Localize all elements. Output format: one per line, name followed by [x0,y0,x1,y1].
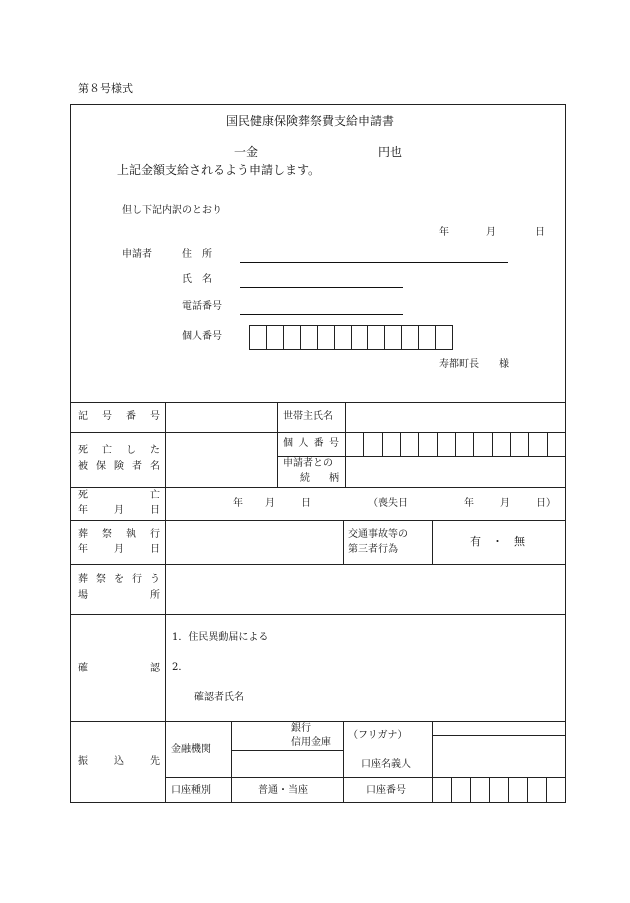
relation-field[interactable] [346,457,565,486]
household-head-field[interactable] [346,403,565,431]
form-title: 国民健康保険葬祭費支給申請書 [226,114,395,128]
digit-box[interactable] [300,326,317,349]
death-label-2 [78,506,160,516]
amount-prefix: 一金 [234,145,259,159]
label-char: 振 [78,756,88,767]
mynumber-label: 個人番号 [182,331,222,342]
third-party-label-2: 第三者行為 [348,544,398,555]
label-char: 号 [150,411,160,422]
request-text: 上記金額支給されるよう申請します。 [117,163,321,177]
label-char: 祭 [102,529,112,540]
digit-box[interactable] [528,432,546,456]
death-year: 年 [233,498,243,509]
digit-box[interactable] [283,326,300,349]
digit-box[interactable] [363,432,381,456]
digit-box[interactable] [455,432,473,456]
label-char: 確 [78,663,88,674]
row-line-2 [70,487,566,488]
row-line-5 [70,614,566,615]
loss-year: 年 [464,498,474,509]
digit-box[interactable] [382,432,400,456]
phone-label: 電話番号 [182,301,222,312]
personal-number-label [283,439,339,449]
account-holder-label: 口座名義人 [361,759,411,770]
label-char: 所 [150,590,160,601]
amount-suffix: 円也 [378,145,403,159]
phone-field[interactable] [240,314,403,315]
label-char: 月 [114,544,124,555]
digit-box[interactable] [508,777,527,803]
relation-label-2 [300,474,339,484]
digit-box[interactable] [249,326,266,349]
label-char: を [114,574,124,585]
account-type-label: 口座種別 [171,785,211,796]
third-party-label-1: 交通事故等の [348,529,408,540]
digit-box[interactable] [345,432,363,456]
confirmer-name-label: 確認者氏名 [194,692,244,703]
name-field[interactable] [240,287,403,288]
label-char: 行 [132,574,142,585]
digit-box[interactable] [418,432,436,456]
place-label-2 [78,591,160,601]
digit-box[interactable] [400,432,418,456]
place-field[interactable] [166,565,565,613]
symbol-number-field[interactable] [166,403,276,431]
digit-box[interactable] [334,326,351,349]
label-char: 人 [298,438,309,449]
label-char: 葬 [78,574,88,585]
label-char: 年 [78,505,88,516]
address-label: 住 所 [182,249,212,260]
mynumber-boxes[interactable] [249,325,453,350]
furigana-label: （フリガナ） [348,730,408,741]
funeral-label-2 [78,545,160,555]
label-char: 月 [114,505,124,516]
label-char: 名 [150,461,160,472]
label-char: 日 [150,505,160,516]
digit-box[interactable] [432,777,451,803]
loss-month: 月 [500,498,510,509]
digit-box[interactable] [401,326,418,349]
digit-box[interactable] [266,326,283,349]
loss-date-prefix: （喪失日 [368,498,408,509]
death-label-1 [78,491,160,501]
household-head-label: 世帯主氏名 [283,411,333,422]
applicant-label: 申請者 [122,249,152,260]
label-char: 日 [150,544,160,555]
digit-box[interactable] [510,432,528,456]
label-char: 被 [78,461,88,472]
label-char: う [150,574,160,585]
transfer-label [78,757,160,767]
label-char: 先 [150,756,160,767]
date-month: 月 [486,227,496,238]
label-char: 柄 [329,473,339,484]
label-char: 行 [150,529,160,540]
row-line-6 [70,721,566,722]
label-char: 死 [78,445,88,456]
label-char: 亡 [102,445,112,456]
label-char: た [150,445,160,456]
digit-box[interactable] [317,326,334,349]
bank-label: 金融機関 [171,744,211,755]
third-party-value[interactable]: 有 ・ 無 [470,535,525,548]
form-number: 第８号様式 [78,82,133,95]
col-line-thirdparty-a [343,520,344,564]
label-char: 号 [102,411,112,422]
label-char: 場 [78,590,88,601]
label-char: 亡 [150,490,160,501]
digit-box[interactable] [546,777,566,803]
account-number-label: 口座番号 [366,785,406,796]
label-char: 死 [78,490,88,501]
bank-type-1: 銀行 [291,723,311,734]
label-char: 記 [78,411,88,422]
digit-box[interactable] [470,777,489,803]
personal-number-boxes[interactable] [345,432,566,456]
symbol-number-label [78,412,160,422]
digit-box[interactable] [384,326,401,349]
account-type-value[interactable]: 普通・当座 [258,785,308,796]
label-char: し [126,445,136,456]
bank-name-field[interactable] [232,751,342,776]
name-label: 氏 名 [182,274,212,285]
confirm-item-2: 2． [172,662,189,673]
label-char: 個 [283,438,293,449]
digit-box[interactable] [418,326,435,349]
date-year: 年 [439,227,449,238]
label-char: 番 [313,438,324,449]
bank-type-2: 信用金庫 [291,737,331,748]
digit-box[interactable] [351,326,368,349]
col-line-thirdparty-b [432,520,433,564]
label-char: 認 [150,663,160,674]
deceased-name-field[interactable] [166,433,276,486]
label-char: 葬 [78,529,88,540]
funeral-date-field[interactable] [166,521,342,563]
death-day: 日 [301,498,311,509]
deceased-label-1 [78,446,160,456]
deceased-label-2 [78,462,160,472]
funeral-label-1 [78,530,160,540]
digit-box[interactable] [437,432,455,456]
label-char: 険 [114,461,124,472]
relation-label-1: 申請者との [283,458,333,469]
label-char: 続 [300,473,310,484]
place-label-1 [78,575,160,585]
death-month: 月 [265,498,275,509]
label-char: 番 [126,411,136,422]
confirm-label [78,664,160,674]
digit-box[interactable] [367,326,384,349]
digit-box[interactable] [492,432,510,456]
account-number-boxes[interactable] [432,777,566,803]
col-line-bank-b [343,721,344,803]
digit-box[interactable] [451,777,470,803]
address-field[interactable] [240,262,508,263]
digit-box[interactable] [547,432,566,456]
label-char: 祭 [96,574,106,585]
label-char: 保 [96,461,106,472]
digit-box[interactable] [435,326,453,349]
breakdown-text: 但し下記内訳のとおり [122,205,222,216]
digit-box[interactable] [527,777,546,803]
date-day: 日 [535,227,545,238]
account-holder-field[interactable] [433,736,565,776]
confirm-item-1: 1．住民異動届による [172,632,269,643]
addressee: 寿都町長 様 [439,359,509,370]
label-char: 執 [126,529,136,540]
digit-box[interactable] [473,432,491,456]
loss-day: 日） [536,498,556,509]
col-line-household [277,402,278,487]
digit-box[interactable] [489,777,508,803]
label-char: 者 [132,461,142,472]
label-char: 込 [114,756,124,767]
label-char: 号 [328,438,339,449]
label-char: 年 [78,544,88,555]
